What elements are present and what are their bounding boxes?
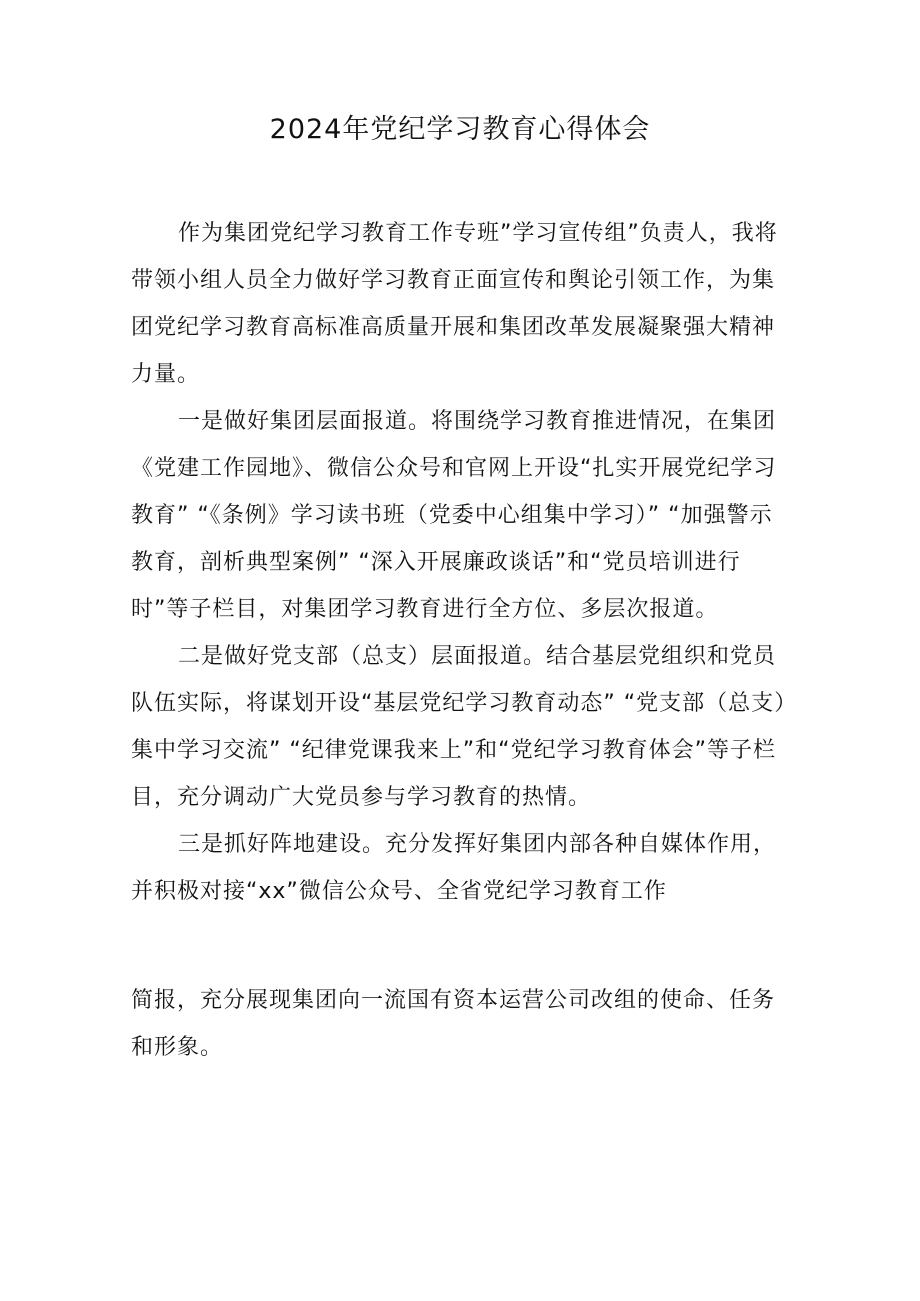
document-body	[131, 210, 793, 1071]
document-title: 2024年党纪学习教育心得体会	[269, 114, 651, 145]
paragraph-intro: 作为集团党纪学习教育工作专班”学习宣传组”负责人，我将带领小组人员全力做好学习教育正面宣传和舆论引领工作，为集团党纪学习教育高标准高质量开展和集团改革发展凝聚强大精神力量。	[131, 221, 778, 387]
paragraph-continuation: 简报，充分展现集团向一流国有资本运营公司改组的使命、任务和形象。	[131, 988, 776, 1060]
paragraph-gap	[131, 915, 793, 977]
paragraph-branch-reporting: 二是做好党支部（总支）层面报道。结合基层党组织和党员队伍实际，将谋划开设“基层党纪学习教育动态” “党支部（总支）集中学习交流” “纪律党课我来上”和“党纪学习教育体会”等子栏目，充分调动广大党员参与学习教育的热情。	[131, 644, 787, 810]
paragraph-platform-building: 三是抓好阵地建设。充分发挥好集团内部各种自媒体作用，并积极对接“xx”微信公众号、全省党纪学习教育工作	[131, 832, 777, 904]
paragraph-group-reporting: 一是做好集团层面报道。将围绕学习教育推进情况，在集团《党建工作园地》、微信公众号和官网上开设“扎实开展党纪学习教育” “《条例》学习读书班（党委中心组集中学习）” “加强警示教育，剖析典型案例” “深入开展廉政谈话”和“党员培训进行时”等子栏目，对集团学习教育进行全方位、多层次报道。	[131, 409, 777, 622]
